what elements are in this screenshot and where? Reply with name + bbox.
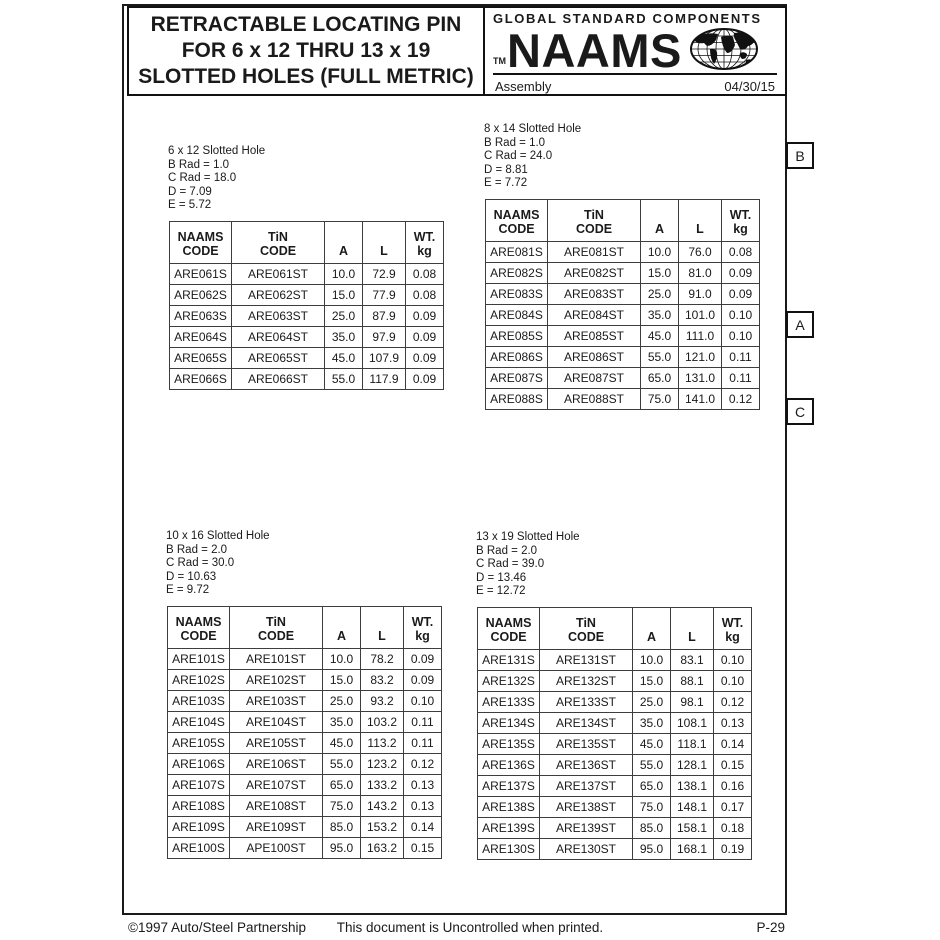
table-row [478, 838, 752, 859]
cell: 0.19 [714, 838, 752, 859]
table-row [478, 649, 752, 670]
page-title-line: RETRACTABLE LOCATING PIN [150, 13, 462, 36]
cell: 143.2 [361, 795, 404, 816]
cell: 85.0 [633, 817, 671, 838]
table-row [478, 775, 752, 796]
cell: ARE131ST [540, 649, 633, 670]
cell: 107.9 [363, 347, 406, 368]
cell: 65.0 [323, 774, 361, 795]
cell: ARE087S [486, 367, 548, 388]
cell: ARE104S [168, 711, 230, 732]
spec-line: E = 7.72 [484, 177, 528, 190]
column-header: A [323, 606, 361, 648]
cell: ARE061ST [232, 263, 325, 284]
table-row [168, 753, 442, 774]
cell: 138.1 [671, 775, 714, 796]
cell: ARE108ST [230, 795, 323, 816]
cell: 25.0 [323, 690, 361, 711]
cell: 75.0 [641, 388, 679, 409]
trademark-symbol: TM [493, 56, 506, 66]
column-header: NAAMS CODE [486, 199, 548, 241]
table-row [478, 691, 752, 712]
column-header: WT. kg [722, 199, 760, 241]
header-row [168, 606, 442, 648]
cell: ARE134S [478, 712, 540, 733]
brand-block [485, 8, 785, 94]
cell: ARE102S [168, 669, 230, 690]
cell: 0.09 [406, 347, 444, 368]
cell: ARE083S [486, 283, 548, 304]
cell: 0.11 [722, 346, 760, 367]
page-title-line: FOR 6 x 12 THRU 13 x 19 [181, 39, 431, 62]
spec-line: B Rad = 2.0 [476, 544, 538, 557]
spec-line: E = 9.72 [166, 584, 210, 597]
cell: ARE130S [478, 838, 540, 859]
cell: 25.0 [325, 305, 363, 326]
cell: ARE109ST [230, 816, 323, 837]
cell: 168.1 [671, 838, 714, 859]
spec-line: C Rad = 39.0 [476, 558, 545, 571]
cell: 0.10 [722, 304, 760, 325]
cell: 10.0 [633, 649, 671, 670]
cell: 0.09 [404, 648, 442, 669]
cell: 95.0 [633, 838, 671, 859]
cell: ARE065ST [232, 347, 325, 368]
cell: 97.9 [363, 326, 406, 347]
cell: 0.09 [406, 326, 444, 347]
cell: ARE062S [170, 284, 232, 305]
cell: 0.09 [404, 669, 442, 690]
spec-notes [163, 530, 442, 598]
cell: ARE088S [486, 388, 548, 409]
cell: ARE138ST [540, 796, 633, 817]
brand-row [493, 24, 777, 78]
cell: 148.1 [671, 796, 714, 817]
cell: 78.2 [361, 648, 404, 669]
cell: ARE137ST [540, 775, 633, 796]
cell: ARE084S [486, 304, 548, 325]
table-row [478, 817, 752, 838]
cell: 133.2 [361, 774, 404, 795]
cell: 0.10 [404, 690, 442, 711]
cell: 0.11 [404, 711, 442, 732]
cell: ARE106ST [230, 753, 323, 774]
cell: 55.0 [323, 753, 361, 774]
table-row [478, 712, 752, 733]
zone-label-b: B [786, 142, 814, 169]
cell: 25.0 [641, 283, 679, 304]
cell: ARE088ST [548, 388, 641, 409]
table-row [168, 711, 442, 732]
cell: 45.0 [641, 325, 679, 346]
cell: ARE105S [168, 732, 230, 753]
table-row [170, 284, 444, 305]
cell: 0.11 [404, 732, 442, 753]
spec-line: C Rad = 18.0 [168, 172, 237, 185]
cell: 0.12 [714, 691, 752, 712]
column-header: WT. kg [714, 607, 752, 649]
cell: ARE086S [486, 346, 548, 367]
cell: 77.9 [363, 284, 406, 305]
cell: 55.0 [633, 754, 671, 775]
cell: ARE064ST [232, 326, 325, 347]
table-row [486, 283, 760, 304]
spec-line: E = 5.72 [168, 199, 212, 212]
cell: 15.0 [641, 262, 679, 283]
cell: 45.0 [633, 733, 671, 754]
cell: 10.0 [323, 648, 361, 669]
header-row [486, 199, 760, 241]
cell: ARE087ST [548, 367, 641, 388]
cell: 95.0 [323, 837, 361, 858]
cell: 103.2 [361, 711, 404, 732]
cell: 123.2 [361, 753, 404, 774]
column-header: L [363, 221, 406, 263]
spec-line: 10 x 16 Slotted Hole [166, 530, 270, 542]
cell: 0.14 [714, 733, 752, 754]
cell: ARE133S [478, 691, 540, 712]
cell: 153.2 [361, 816, 404, 837]
cell: 0.10 [714, 649, 752, 670]
cell: ARE081ST [548, 241, 641, 262]
table-row [486, 262, 760, 283]
table-row [478, 796, 752, 817]
cell: ARE063ST [232, 305, 325, 326]
table-row [168, 732, 442, 753]
cell: ARE061S [170, 263, 232, 284]
table-row [486, 304, 760, 325]
title-block [127, 6, 787, 96]
cell: 0.08 [722, 241, 760, 262]
zone-label-c: C [786, 398, 814, 425]
cell: 15.0 [325, 284, 363, 305]
spec-line: B Rad = 1.0 [484, 136, 546, 149]
cell: 0.13 [404, 795, 442, 816]
cell: 98.1 [671, 691, 714, 712]
cell: ARE137S [478, 775, 540, 796]
brand-tagline: GLOBAL STANDARD COMPONENTS [493, 11, 762, 26]
column-header: L [679, 199, 722, 241]
cell: 158.1 [671, 817, 714, 838]
spec-line: B Rad = 2.0 [166, 543, 228, 556]
spec-block-6x12 [165, 145, 444, 390]
part-table [477, 607, 752, 860]
cell: ARE133ST [540, 691, 633, 712]
header-row [478, 607, 752, 649]
cell: 0.11 [722, 367, 760, 388]
table-row [170, 305, 444, 326]
cell: 0.13 [714, 712, 752, 733]
globe-icon [688, 27, 760, 71]
cell: 0.15 [404, 837, 442, 858]
cell: 76.0 [679, 241, 722, 262]
cell: 0.09 [722, 283, 760, 304]
spec-notes [473, 531, 752, 599]
cell: 121.0 [679, 346, 722, 367]
cell: ARE135S [478, 733, 540, 754]
cell: 35.0 [633, 712, 671, 733]
column-header: WT. kg [406, 221, 444, 263]
cell: ARE065S [170, 347, 232, 368]
column-header: NAAMS CODE [168, 606, 230, 648]
table-row [486, 367, 760, 388]
cell: ARE082S [486, 262, 548, 283]
table-row [478, 733, 752, 754]
table-row [170, 347, 444, 368]
cell: 108.1 [671, 712, 714, 733]
cell: 117.9 [363, 368, 406, 389]
cell: ARE101S [168, 648, 230, 669]
cell: 0.17 [714, 796, 752, 817]
copyright-text: ©1997 Auto/Steel Partnership [128, 920, 307, 935]
cell: ARE130ST [540, 838, 633, 859]
brand-name: NAAMS [507, 24, 682, 78]
category-label: Assembly [495, 79, 552, 94]
cell: ARE104ST [230, 711, 323, 732]
column-header: WT. kg [404, 606, 442, 648]
page-title-line: SLOTTED HOLES (FULL METRIC) [138, 65, 474, 88]
cell: 0.10 [722, 325, 760, 346]
cell: ARE139S [478, 817, 540, 838]
cell: ARE106S [168, 753, 230, 774]
spec-notes [165, 145, 444, 213]
table-row [168, 816, 442, 837]
cell: 35.0 [323, 711, 361, 732]
column-header: L [671, 607, 714, 649]
cell: ARE135ST [540, 733, 633, 754]
cell: ARE066S [170, 368, 232, 389]
cell: 0.18 [714, 817, 752, 838]
cell: ARE062ST [232, 284, 325, 305]
spec-line: E = 12.72 [476, 585, 526, 598]
cell: 35.0 [641, 304, 679, 325]
table-row [486, 346, 760, 367]
spec-line: 8 x 14 Slotted Hole [484, 123, 582, 135]
spec-line: D = 10.63 [166, 570, 217, 583]
page-footer [0, 920, 940, 938]
cell: 81.0 [679, 262, 722, 283]
zone-label-a: A [786, 311, 814, 338]
cell: ARE108S [168, 795, 230, 816]
column-header: L [361, 606, 404, 648]
cell: ARE101ST [230, 648, 323, 669]
cell: 15.0 [323, 669, 361, 690]
control-notice: This document is Uncontrolled when printed. [336, 920, 604, 935]
cell: 0.16 [714, 775, 752, 796]
spec-line: B Rad = 1.0 [168, 158, 230, 171]
cell: ARE085S [486, 325, 548, 346]
column-header: TiN CODE [232, 221, 325, 263]
cell: ARE105ST [230, 732, 323, 753]
spec-line: C Rad = 24.0 [484, 150, 553, 163]
cell: 91.0 [679, 283, 722, 304]
cell: 35.0 [325, 326, 363, 347]
cell: 0.08 [406, 284, 444, 305]
spec-line: 6 x 12 Slotted Hole [168, 145, 266, 157]
cell: 83.1 [671, 649, 714, 670]
table-row [168, 774, 442, 795]
column-header: TiN CODE [230, 606, 323, 648]
cell: ARE100S [168, 837, 230, 858]
table-row [170, 368, 444, 389]
cell: ARE107S [168, 774, 230, 795]
cell: ARE103S [168, 690, 230, 711]
cell: ARE066ST [232, 368, 325, 389]
cell: 101.0 [679, 304, 722, 325]
cell: 88.1 [671, 670, 714, 691]
cell: 0.09 [722, 262, 760, 283]
cell: ARE107ST [230, 774, 323, 795]
table-row [170, 263, 444, 284]
cell: ARE102ST [230, 669, 323, 690]
table-row [168, 795, 442, 816]
column-header: NAAMS CODE [478, 607, 540, 649]
cell: ARE138S [478, 796, 540, 817]
cell: ARE136S [478, 754, 540, 775]
table-row [478, 670, 752, 691]
cell: 10.0 [641, 241, 679, 262]
cell: 118.1 [671, 733, 714, 754]
cell: 0.15 [714, 754, 752, 775]
cell: 113.2 [361, 732, 404, 753]
cell: ARE132ST [540, 670, 633, 691]
part-table [167, 606, 442, 859]
cell: 163.2 [361, 837, 404, 858]
cell: 0.14 [404, 816, 442, 837]
cell: 85.0 [323, 816, 361, 837]
cell: 131.0 [679, 367, 722, 388]
cell: 15.0 [633, 670, 671, 691]
spec-line: 13 x 19 Slotted Hole [476, 531, 580, 543]
column-header: TiN CODE [548, 199, 641, 241]
cell: ARE084ST [548, 304, 641, 325]
cell: ARE103ST [230, 690, 323, 711]
part-table [485, 199, 760, 410]
table-row [486, 241, 760, 262]
cell: 45.0 [323, 732, 361, 753]
spec-line: D = 7.09 [168, 185, 212, 198]
spec-line: C Rad = 30.0 [166, 557, 235, 570]
table-row [478, 754, 752, 775]
cell: 75.0 [633, 796, 671, 817]
cell: 141.0 [679, 388, 722, 409]
spec-block-8x14 [481, 123, 760, 410]
cell: 72.9 [363, 263, 406, 284]
cell: ARE132S [478, 670, 540, 691]
cell: 93.2 [361, 690, 404, 711]
cell: ARE064S [170, 326, 232, 347]
table-row [486, 325, 760, 346]
table-row [168, 669, 442, 690]
cell: APE100ST [230, 837, 323, 858]
table-row [170, 326, 444, 347]
header-row [170, 221, 444, 263]
revision-date: 04/30/15 [724, 79, 775, 94]
cell: 0.09 [406, 305, 444, 326]
cell: 75.0 [323, 795, 361, 816]
cell: ARE082ST [548, 262, 641, 283]
cell: 45.0 [325, 347, 363, 368]
cell: 111.0 [679, 325, 722, 346]
cell: 0.08 [406, 263, 444, 284]
column-header: A [633, 607, 671, 649]
cell: 65.0 [641, 367, 679, 388]
cell: ARE086ST [548, 346, 641, 367]
cell: 83.2 [361, 669, 404, 690]
cell: 25.0 [633, 691, 671, 712]
spec-notes [481, 123, 760, 191]
part-table [169, 221, 444, 390]
cell: ARE083ST [548, 283, 641, 304]
cell: ARE081S [486, 241, 548, 262]
cell: 0.12 [722, 388, 760, 409]
cell: 0.12 [404, 753, 442, 774]
cell: 128.1 [671, 754, 714, 775]
spec-block-13x19 [473, 531, 752, 860]
page-number: P-29 [756, 920, 785, 935]
table-row [168, 648, 442, 669]
table-row [168, 690, 442, 711]
cell: 87.9 [363, 305, 406, 326]
cell: 10.0 [325, 263, 363, 284]
page-title [129, 8, 485, 94]
cell: 0.13 [404, 774, 442, 795]
cell: 55.0 [641, 346, 679, 367]
table-row [486, 388, 760, 409]
cell: ARE136ST [540, 754, 633, 775]
cell: ARE085ST [548, 325, 641, 346]
column-header: TiN CODE [540, 607, 633, 649]
cell: ARE109S [168, 816, 230, 837]
column-header: NAAMS CODE [170, 221, 232, 263]
cell: ARE063S [170, 305, 232, 326]
column-header: A [641, 199, 679, 241]
cell: ARE139ST [540, 817, 633, 838]
spec-line: D = 8.81 [484, 163, 528, 176]
table-row [168, 837, 442, 858]
cell: 55.0 [325, 368, 363, 389]
cell: ARE131S [478, 649, 540, 670]
cell: 0.09 [406, 368, 444, 389]
spec-line: D = 13.46 [476, 571, 527, 584]
cell: ARE134ST [540, 712, 633, 733]
column-header: A [325, 221, 363, 263]
cell: 0.10 [714, 670, 752, 691]
cell: 65.0 [633, 775, 671, 796]
spec-block-10x16 [163, 530, 442, 859]
